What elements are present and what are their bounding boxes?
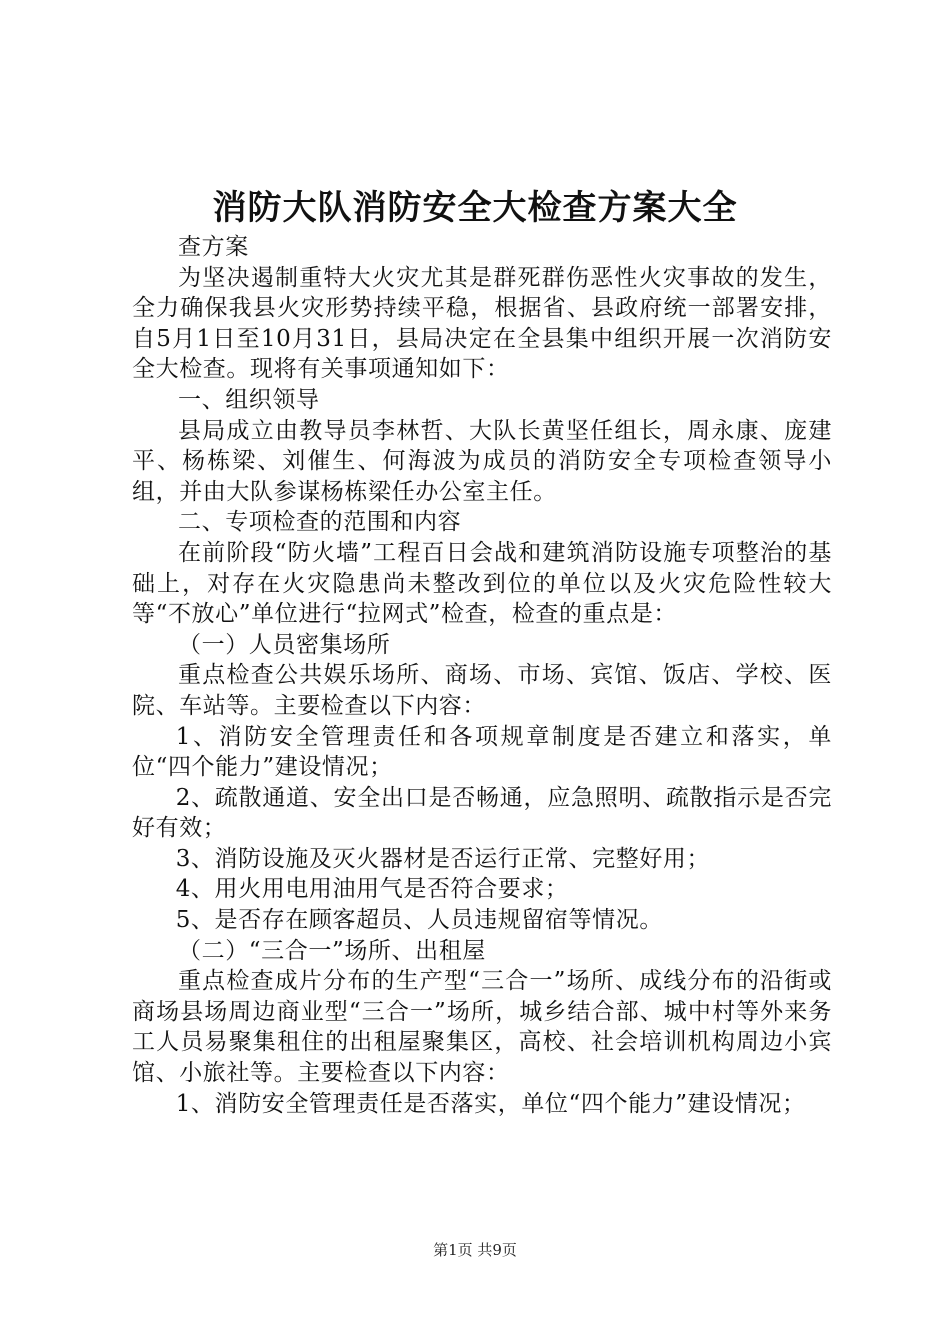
list-item: 5、是否存在顾客超员、人员违规留宿等情况。 xyxy=(175,907,663,934)
document-body xyxy=(132,232,832,1119)
paragraph: 在前阶段“防火墙”工程百日会战和建筑消防设施专项整治的基础上，对存在火灾隐患尚未整改到位的单位以及火灾危险性较大等“不放心”单位进行“拉网式”检查，检查的重点是： xyxy=(132,539,832,628)
paragraph: 重点检查成片分布的生产型“三合一”场所、成线分布的沿街或商场县场周边商业型“三合一”场所，城乡结合部、城中村等外来务工人员易聚集租住的出租屋聚集区，高校、社会培训机构周边小宾馆、小旅社等。主要检查以下内容： xyxy=(132,968,832,1087)
paragraph: 查方案 xyxy=(178,234,249,260)
section-heading: 二、专项检查的范围和内容 xyxy=(178,509,462,536)
subsection-heading: （二）“三合一”场所、出租屋 xyxy=(178,937,486,964)
list-item: 3、消防设施及灭火器材是否运行正常、完整好用； xyxy=(175,845,711,872)
list-item: 1、消防安全管理责任是否落实，单位“四个能力”建设情况； xyxy=(175,1090,806,1117)
list-item: 2、疏散通道、安全出口是否畅通，应急照明、疏散指示是否完好有效； xyxy=(132,784,832,842)
paragraph: 为坚决遏制重特大火灾尤其是群死群伤恶性火灾事故的发生，全力确保我县火灾形势持续平稳，根据省、县政府统一部署安排，自5月1日至10月31日，县局决定在全县集中组织开展一次消防安全大检查。现将有关事项通知如下： xyxy=(132,264,832,383)
list-item: 1、消防安全管理责任和各项规章制度是否建立和落实，单位“四个能力”建设情况； xyxy=(132,723,832,781)
document-title: 消防大队消防安全大检查方案大全 xyxy=(212,188,738,228)
page-footer: 第1页 共9页 xyxy=(433,1241,517,1259)
section-heading: 一、组织领导 xyxy=(178,386,320,413)
paragraph: 县局成立由教导员李林哲、大队长黄坚任组长，周永康、庞建平、杨栋梁、刘催生、何海波为成员的消防安全专项检查领导小组，并由大队参谋杨栋梁任办公室主任。 xyxy=(132,417,832,505)
list-item: 4、用火用电用油用气是否符合要求； xyxy=(175,876,569,903)
paragraph: 重点检查公共娱乐场所、商场、市场、宾馆、饭店、学校、医院、车站等。主要检查以下内容： xyxy=(132,662,832,719)
subsection-heading: （一）人员密集场所 xyxy=(178,631,391,658)
